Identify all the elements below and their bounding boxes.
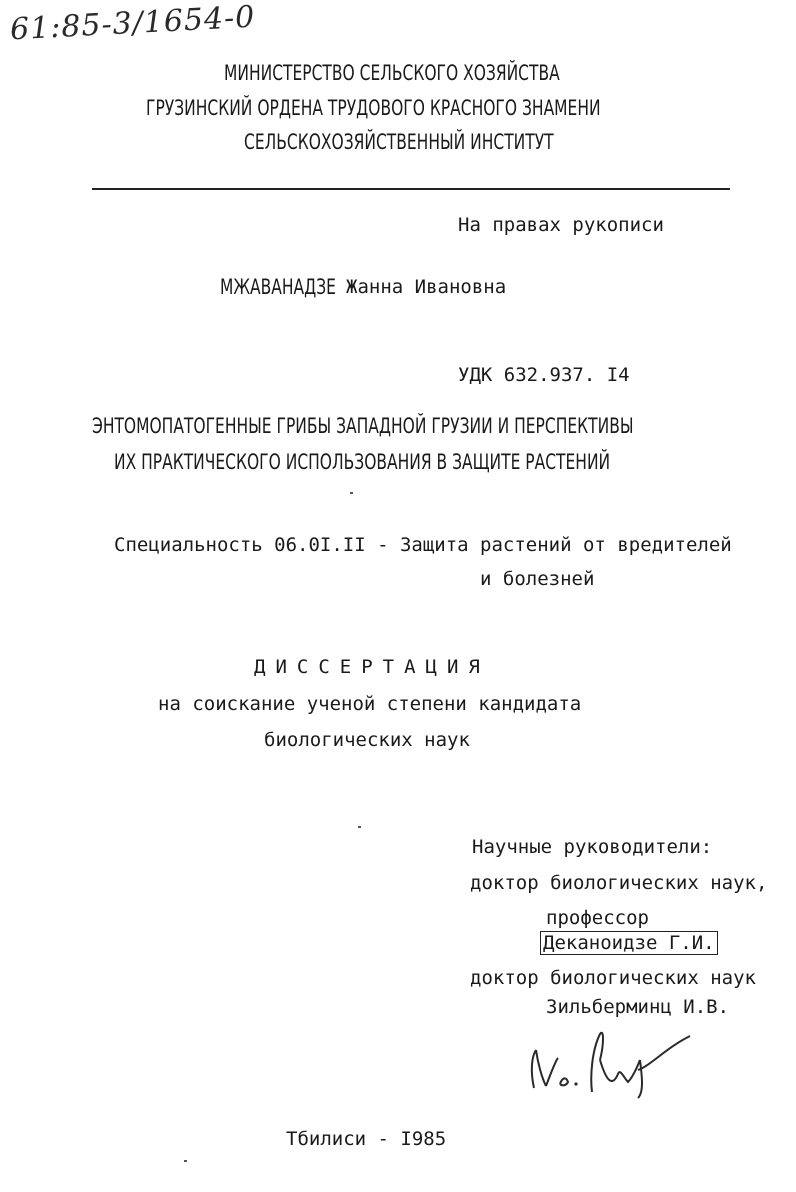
udc-code: УДК 632.937. I4	[458, 364, 630, 386]
paper-speck	[350, 492, 353, 494]
degree-line-2: биологических наук	[264, 729, 470, 751]
supervisors-heading: Научные руководители:	[472, 836, 713, 858]
specialty-line-1: Специальность 06.0I.II - Защита растений от вредителей	[114, 534, 732, 556]
paper-speck	[358, 826, 361, 828]
author-name: Жанна Ивановна	[346, 276, 507, 298]
manuscript-note: На правах рукописи	[458, 214, 664, 236]
city-year: Тбилиси - I985	[286, 1128, 447, 1150]
author-surname: МЖАВАНАДЗЕ	[220, 275, 336, 299]
ministry-line: МИНИСТЕРСТВО СЕЛЬСКОГО ХОЗЯЙСТВА	[224, 61, 560, 85]
institute-line-1: ГРУЗИНСКИЙ ОРДЕНА ТРУДОВОГО КРАСНОГО ЗНАМЕНИ	[146, 96, 601, 120]
institute-line-2: СЕЛЬСКОХОЗЯЙСТВЕННЫЙ ИНСТИТУТ	[244, 130, 554, 154]
degree-line-1: на соискание ученой степени кандидата	[158, 693, 582, 715]
header-divider	[92, 188, 730, 190]
thesis-title-line-2: ИХ ПРАКТИЧЕСКОГО ИСПОЛЬЗОВАНИЯ В ЗАЩИТЕ РАСТЕНИЙ	[114, 450, 611, 474]
supervisor-1-title: профессор	[546, 907, 649, 929]
supervisor-2-degree: доктор биологических наук	[470, 967, 756, 989]
thesis-title-line-1: ЭНТОМОПАТОГЕННЫЕ ГРИБЫ ЗАПАДНОЙ ГРУЗИИ И ПЕРСПЕКТИВЫ	[92, 414, 634, 438]
signature	[520, 1020, 710, 1100]
paper-speck	[184, 1160, 187, 1162]
author-line	[220, 275, 507, 299]
dissertation-heading: ДИССЕРТАЦИЯ	[254, 656, 490, 678]
supervisor-2-name: Зильберминц И.В.	[546, 996, 730, 1018]
supervisor-1-name: Деканоидзе Г.И.	[540, 931, 718, 955]
archive-code: 61:85-3/1654-0	[9, 0, 257, 48]
supervisor-1-name-box	[540, 932, 718, 954]
specialty-line-2: и болезней	[480, 568, 595, 590]
supervisor-1-degree: доктор биологических наук,	[470, 872, 768, 894]
